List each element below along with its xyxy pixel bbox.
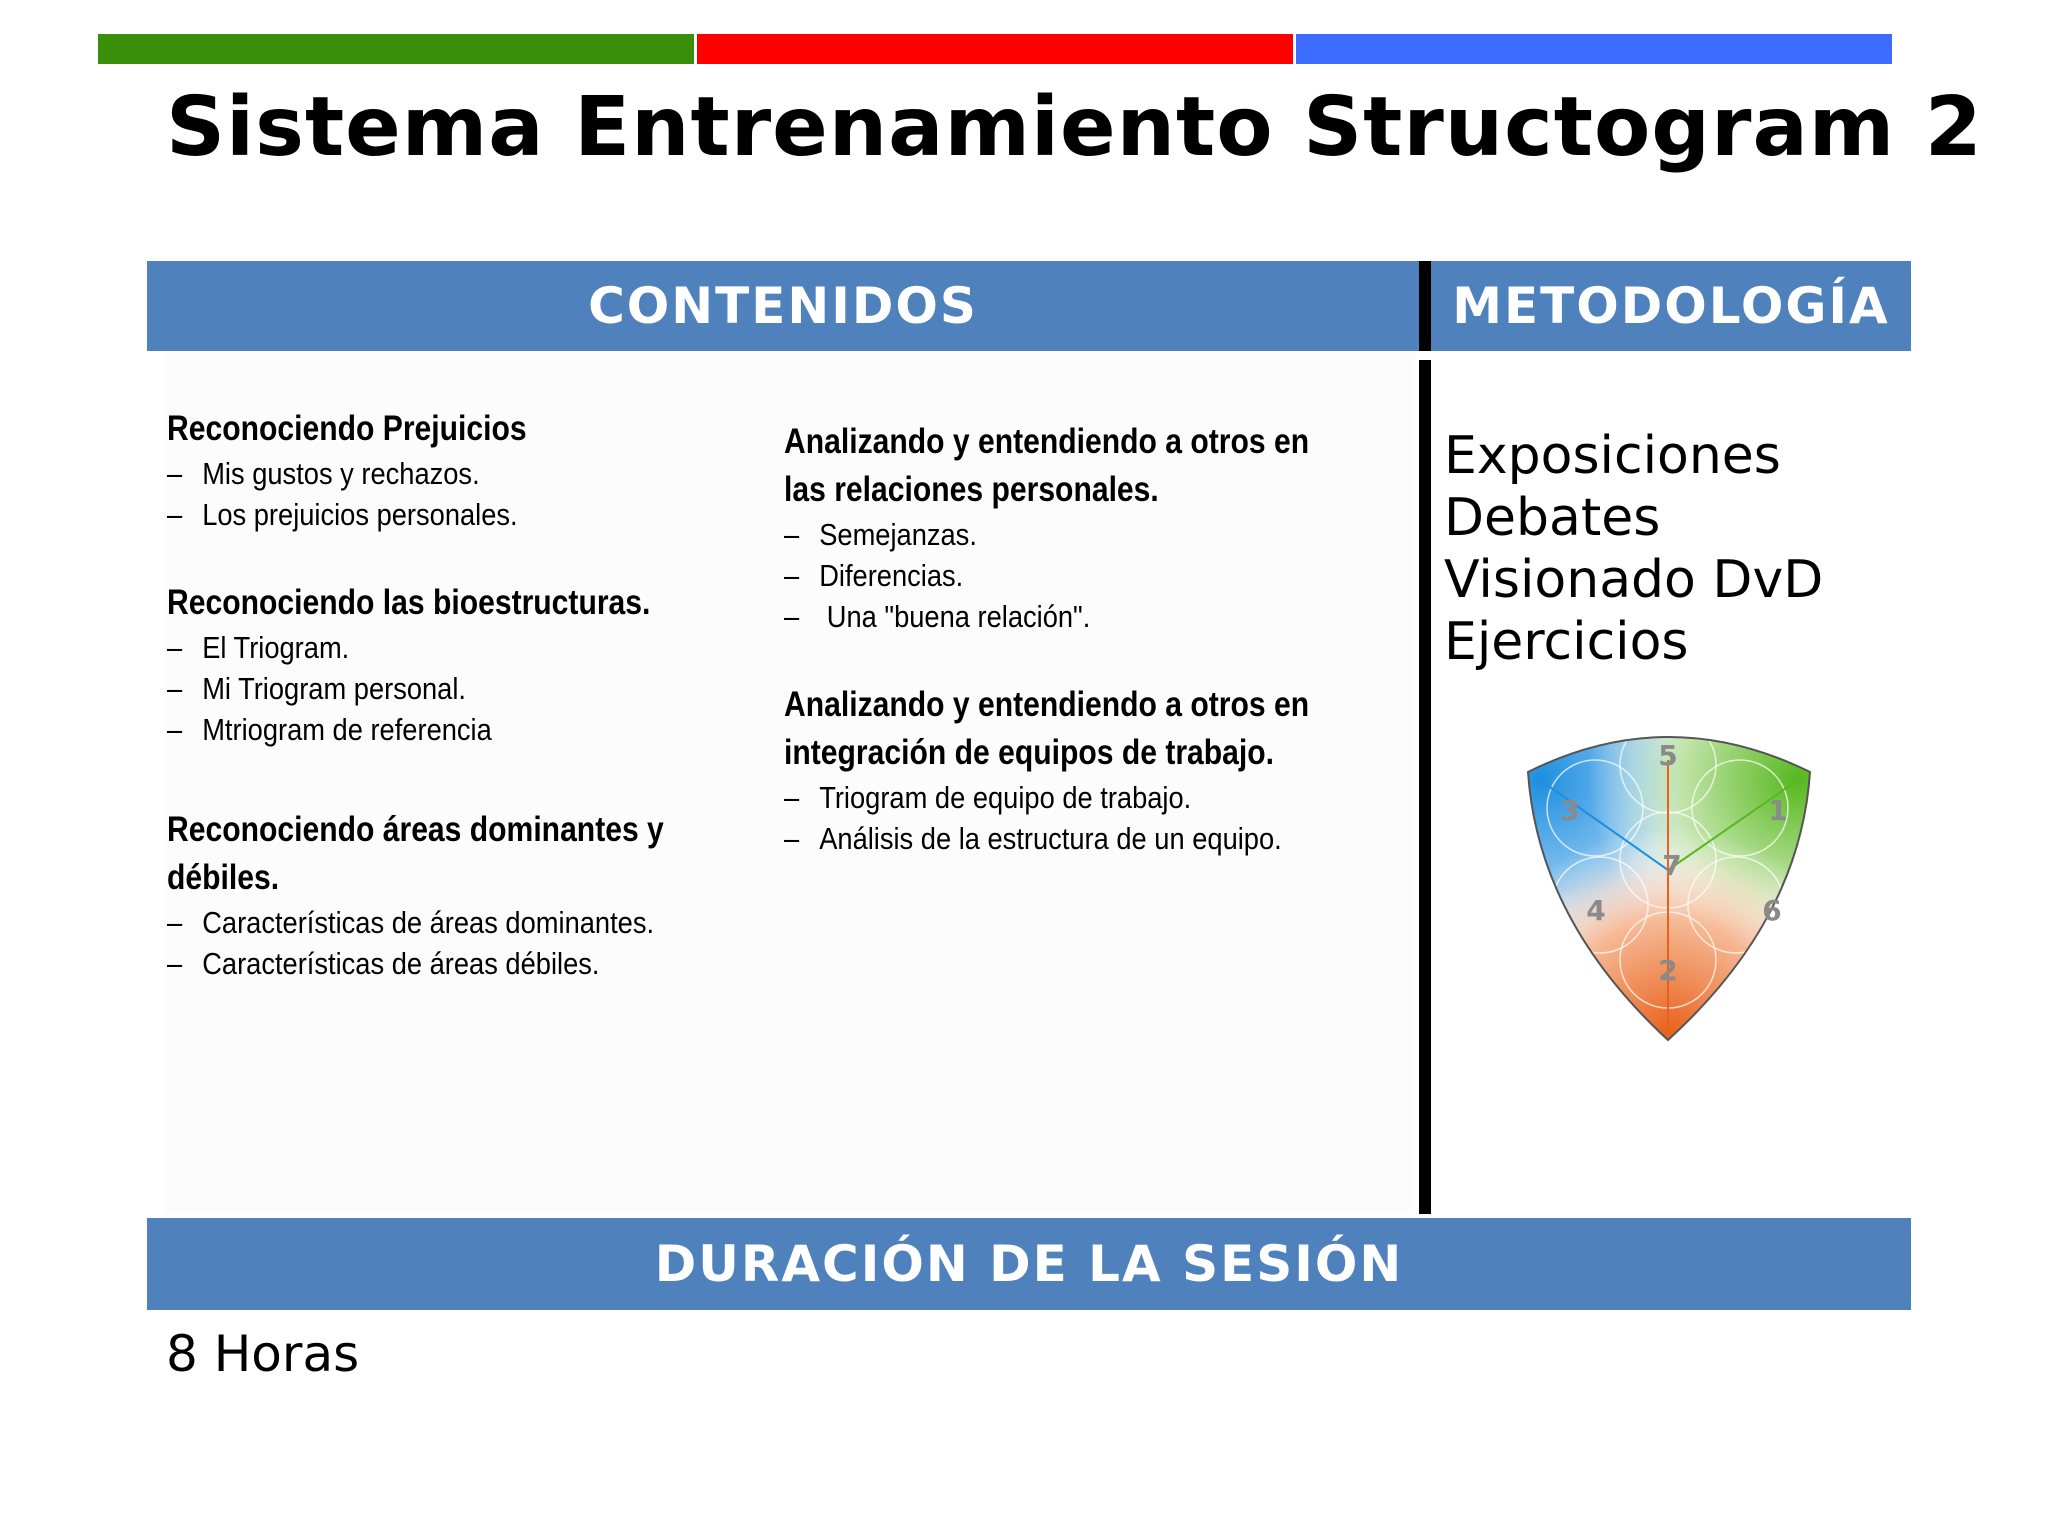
metodologia-header-label: METODOLOGÍA bbox=[1452, 277, 1890, 335]
duration-value: 8 Horas bbox=[166, 1325, 360, 1383]
list-item: – Mi Triogram personal. bbox=[167, 671, 467, 706]
column-divider bbox=[1419, 360, 1431, 1214]
list-item: – Diferencias. bbox=[784, 558, 964, 593]
triogram-number: 3 bbox=[1560, 794, 1580, 827]
section-title-cont: las relaciones personales. bbox=[784, 470, 1159, 509]
methodology-item: Exposiciones bbox=[1444, 426, 1781, 486]
triogram-number: 2 bbox=[1658, 954, 1678, 987]
triogram-number: 5 bbox=[1658, 739, 1678, 772]
triogram-number: 1 bbox=[1768, 794, 1788, 827]
section-title-cont: integración de equipos de trabajo. bbox=[784, 733, 1275, 772]
section-title: Reconociendo áreas dominantes y bbox=[167, 810, 664, 849]
methodology-item: Visionado DvD bbox=[1444, 550, 1824, 610]
section-title: Reconociendo las bioestructuras. bbox=[167, 583, 651, 622]
top-bar-red bbox=[697, 34, 1293, 64]
list-item: – Análisis de la estructura de un equipo. bbox=[784, 821, 1282, 856]
list-item: – Semejanzas. bbox=[784, 517, 977, 552]
metodologia-header bbox=[1431, 261, 1911, 351]
section-title: Reconociendo Prejuicios bbox=[167, 409, 527, 448]
middle-column bbox=[784, 418, 1394, 859]
list-item: – Los prejuicios personales. bbox=[167, 497, 518, 532]
list-item: – Mis gustos y rechazos. bbox=[167, 456, 480, 491]
triogram-number: 4 bbox=[1586, 894, 1606, 927]
list-item: – Mtriogram de referencia bbox=[167, 712, 492, 747]
triogram-number: 6 bbox=[1762, 894, 1782, 927]
methodology-item: Debates bbox=[1444, 488, 1661, 548]
left-column bbox=[167, 405, 727, 984]
contenidos-header-label: CONTENIDOS bbox=[588, 277, 978, 335]
top-bar-blue bbox=[1296, 34, 1892, 64]
slide-title: Sistema Entrenamiento Structogram 2 bbox=[166, 80, 1983, 175]
list-item: – Características de áreas débiles. bbox=[167, 946, 600, 981]
list-item: – El Triogram. bbox=[167, 630, 350, 665]
list-item: – Una "buena relación". bbox=[784, 599, 1091, 634]
section-title-cont: débiles. bbox=[167, 858, 280, 897]
section-title: Analizando y entendiendo a otros en bbox=[784, 422, 1310, 461]
list-item: – Triogram de equipo de trabajo. bbox=[784, 780, 1192, 815]
top-bar-green bbox=[98, 34, 694, 64]
duracion-header-label: DURACIÓN DE LA SESIÓN bbox=[654, 1235, 1404, 1293]
contenidos-header bbox=[147, 261, 1419, 351]
methodology-item: Ejercicios bbox=[1444, 612, 1689, 672]
triogram-icon bbox=[1500, 720, 1840, 1050]
section-title: Analizando y entendiendo a otros en bbox=[784, 685, 1310, 724]
duracion-header bbox=[147, 1218, 1911, 1310]
triogram-number: 7 bbox=[1662, 849, 1682, 882]
list-item: – Características de áreas dominantes. bbox=[167, 905, 655, 940]
methodology-list bbox=[1444, 425, 1823, 673]
header-divider bbox=[1419, 261, 1431, 351]
